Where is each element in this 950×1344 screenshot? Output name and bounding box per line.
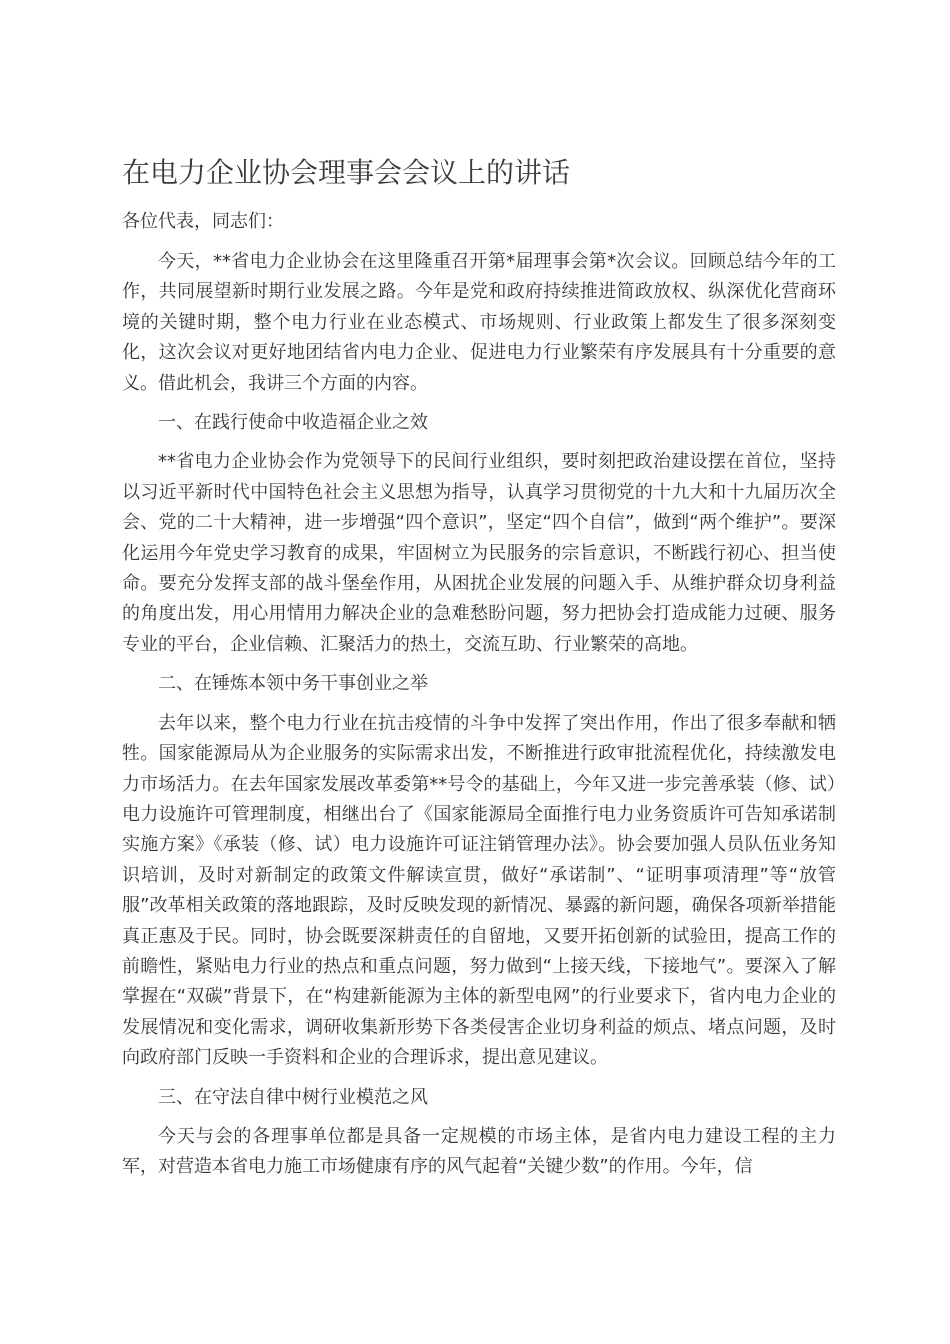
document-body [122, 247, 836, 1192]
intro-paragraph: 今天，**省电力企业协会在这里隆重召开第*届理事会第*次会议。回顾总结今年的工作，共同展望新时期行业发展之路。今年是党和政府持续推进简政放权、纵深优化营商环境的关键时期，整个电力行业在业态模式、市场规则、行业政策上都发生了很多深刻变化，这次会议对更好地团结省内电力企业、促进电力行业繁荣有序发展具有十分重要的意义。借此机会，我讲三个方面的内容。 [122, 251, 836, 394]
section-paragraph-3: 今天与会的各理事单位都是具备一定规模的市场主体，是省内电力建设工程的主力军，对营造本省电力施工市场健康有序的风气起着“关键少数”的作用。今年，信 [122, 1125, 836, 1178]
section-heading-1: 一、在践行使命中收造福企业之效 [158, 412, 428, 434]
document-title: 在电力企业协会理事会会议上的讲话 [122, 156, 571, 189]
section-paragraph-2: 去年以来，整个电力行业在抗击疫情的斗争中发挥了突出作用，作出了很多奉献和牺牲。国家能源局从为企业服务的实际需求出发，不断推进行政审批流程优化，持续激发电力市场活力。在去年国家发展改革委第**号令的基础上，今年又进一步完善承装（修、试）电力设施许可管理制度，相继出台了《国家能源局全面推行电力业务资质许可告知承诺制实施方案》《承装（修、试）电力设施许可证注销管理办法》。协会要加强人员队伍业务知识培训，及时对新制定的政策文件解读宣贯，做好“承诺制”、“证明事项清理”等“放管服”改革相关政策的落地跟踪，及时反映发现的新情况、暴露的新问题，确保各项新举措能真正惠及于民。同时，协会既要深耕责任的自留地，又要开拓创新的试验田，提高工作的前瞻性，紧贴电力行业的热点和重点问题，努力做到“上接天线，下接地气”。要深入了解掌握在“双碳”背景下，在“构建新能源为主体的新型电网”的行业要求下，省内电力企业的发展情况和变化需求，调研收集新形势下各类侵害企业切身利益的烦点、堵点问题，及时向政府部门反映一手资料和企业的合理诉求，提出意见建议。 [122, 712, 836, 1069]
salutation: 各位代表，同志们： [122, 211, 284, 232]
section-heading-3: 三、在守法自律中树行业模范之风 [158, 1086, 428, 1108]
section-heading-2: 二、在锤炼本领中务干事创业之举 [158, 673, 428, 695]
section-paragraph-1: **省电力企业协会作为党领导下的民间行业组织，要时刻把政治建设摆在首位，坚持以习近平新时代中国特色社会主义思想为指导，认真学习贯彻党的十九大和十九届历次全会、党的二十大精神，进一步增强“四个意识”，坚定“四个自信”，做到“两个维护”。要深化运用今年党史学习教育的成果，牢固树立为民服务的宗旨意识，不断践行初心、担当使命。要充分发挥支部的战斗堡垒作用，从困扰企业发展的问题入手、从维护群众切身利益的角度出发，用心用情用力解决企业的急难愁盼问题，努力把协会打造成能力过硬、服务专业的平台，企业信赖、汇聚活力的热土，交流互助、行业繁荣的高地。 [122, 451, 836, 655]
